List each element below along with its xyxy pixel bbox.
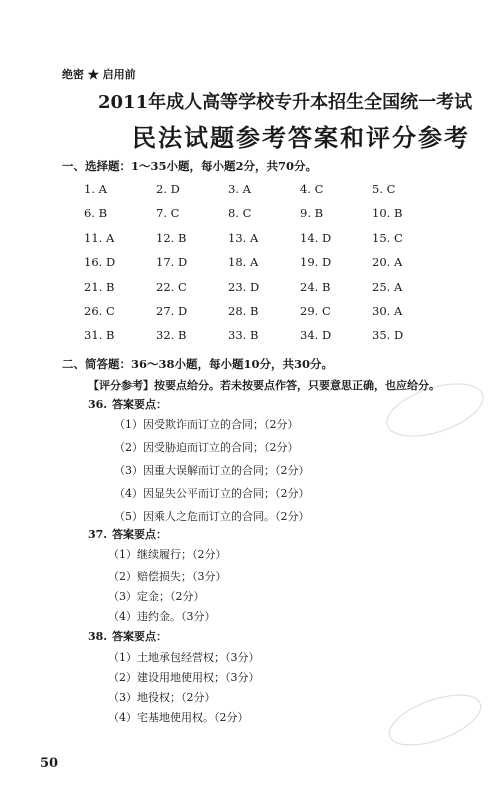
answer-cell: 25. A [372, 279, 403, 294]
question-37-header [88, 526, 167, 542]
answer-points-label: 答案要点： [112, 398, 167, 411]
answer-cell: 12. B [156, 230, 187, 245]
answer-item: （2）建设用地使用权；（3分） [108, 671, 260, 684]
answer-cell: 8. C [228, 206, 252, 221]
answer-cell: 14. D [300, 230, 332, 245]
answer-item: （1）土地承包经营权；（3分） [108, 651, 260, 664]
answer-cell: 24. B [300, 279, 331, 294]
answer-item: （4）违约金。（3分） [108, 610, 216, 623]
answer-grid [84, 182, 444, 353]
answer-cell: 10. B [372, 206, 403, 221]
answer-item: （4）宅基地使用权。（2分） [108, 711, 249, 724]
page-number: 50 [40, 756, 59, 771]
answer-cell: 19. D [300, 255, 332, 270]
answer-cell: 35. D [372, 328, 404, 343]
answer-item: （1）因受欺诈而订立的合同；（2分） [114, 418, 299, 431]
answer-cell: 2. D [156, 182, 180, 196]
answer-cell: 33. B [228, 328, 259, 343]
answer-cell: 22. C [156, 279, 187, 294]
answer-cell: 28. B [228, 303, 259, 318]
answer-cell: 11. A [84, 230, 115, 245]
answer-points-label: 答案要点： [112, 528, 167, 541]
answer-item: （2）因受胁迫而订立的合同；（2分） [114, 441, 299, 454]
answer-cell: 1. A [84, 182, 107, 196]
answer-item: （3）地役权；（2分） [108, 691, 216, 704]
question-36-header [88, 396, 167, 412]
answer-cell: 5. C [372, 182, 396, 196]
answer-cell: 27. D [156, 303, 188, 318]
answer-cell: 26. C [84, 303, 115, 318]
answer-item: （3）因重大误解而订立的合同；（2分） [114, 464, 310, 477]
answer-cell: 30. A [372, 303, 403, 318]
answer-cell: 20. A [372, 255, 403, 270]
answer-cell: 16. D [84, 255, 116, 270]
answer-item: （1）继续履行；（2分） [108, 548, 227, 561]
confidential-mark: 绝密 ★ 启用前 [62, 68, 136, 81]
question-number: 37. [88, 528, 108, 541]
question-number: 36. [88, 398, 108, 411]
stamp-mark-lower [380, 690, 490, 750]
answer-cell: 4. C [300, 182, 324, 196]
document-title: 民法试题参考答案和评分参考 [132, 123, 470, 152]
answer-cell: 31. B [84, 328, 115, 343]
answer-cell: 23. D [228, 279, 260, 294]
answer-points-label: 答案要点： [112, 630, 167, 643]
answer-cell: 32. B [156, 328, 187, 343]
exam-title: 2011年成人高等学校专升本招生全国统一考试 [98, 92, 473, 113]
answer-item: （3）定金；（2分） [108, 590, 205, 603]
section-two-heading: 二、简答题：36～38小题，每小题10分，共30分。 [62, 357, 334, 371]
answer-cell: 13. A [228, 230, 259, 245]
answer-item: （2）赔偿损失；（3分） [108, 570, 227, 583]
answer-cell: 18. A [228, 255, 259, 270]
question-number: 38. [88, 630, 108, 643]
section-one-heading: 一、选择题：1～35小题，每小题2分，共70分。 [62, 159, 318, 173]
answer-cell: 17. D [156, 255, 188, 270]
answer-cell: 34. D [300, 328, 332, 343]
answer-cell: 21. B [84, 279, 115, 294]
answer-cell: 15. C [372, 230, 403, 245]
answer-cell: 9. B [300, 206, 324, 221]
answer-cell: 3. A [228, 182, 251, 196]
answer-item: （4）因显失公平而订立的合同；（2分） [114, 487, 310, 500]
answer-cell: 29. C [300, 303, 331, 318]
answer-cell: 6. B [84, 206, 108, 221]
scoring-note: 【评分参考】按要点给分。若未按要点作答，只要意思正确，也应给分。 [88, 379, 440, 392]
answer-cell: 7. C [156, 206, 180, 221]
answer-item: （5）因乘人之危而订立的合同。（2分） [114, 510, 310, 523]
question-38-header [88, 628, 167, 644]
